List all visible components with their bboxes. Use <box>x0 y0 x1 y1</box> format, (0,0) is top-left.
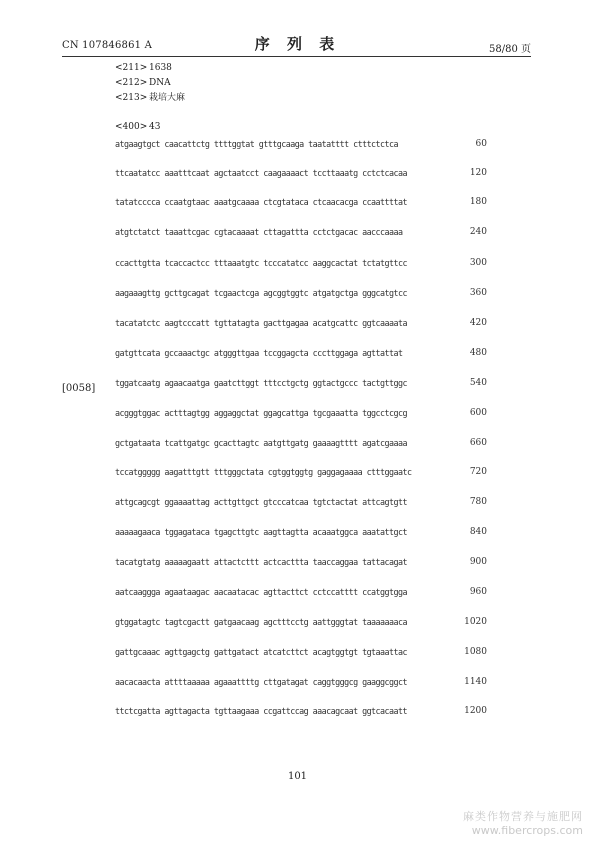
meta-tag: <212> <box>115 78 148 88</box>
meta-line-400 <box>115 120 160 135</box>
sequence-position: 1080 <box>464 647 487 657</box>
sequence-position: 60 <box>475 139 487 149</box>
sequence-line <box>115 647 487 659</box>
sequence-text: ttcaatatcc aaatttcaat agctaatcct caagaaaact tccttaaatg cctctcacaa <box>115 168 407 178</box>
sequence-line <box>115 438 487 450</box>
sequence-line <box>115 258 487 270</box>
document-number: CN 107846861 A <box>62 40 153 51</box>
sequence-position: 180 <box>469 197 487 207</box>
sequence-text: aaaaagaaca tggagataca tgagcttgtc aagttagtta acaaatggca aaatattgct <box>115 527 407 537</box>
sequence-line <box>115 139 487 151</box>
meta-tag: <213> <box>115 93 148 103</box>
sequence-position: 120 <box>469 168 487 178</box>
sequence-position: 420 <box>469 318 487 328</box>
sequence-text: ccacttgtta tcaccactcc tttaaatgtc tcccatatcc aaggcactat tctatgttcc <box>115 258 407 268</box>
sequence-position: 300 <box>469 258 487 268</box>
sequence-text: tacatgtatg aaaaagaatt attactcttt actcacttta taaccaggaa tattacagat <box>115 557 407 567</box>
sequence-text: aatcaaggga agaataagac aacaatacac agttacttct cctccatttt ccatggtgga <box>115 587 407 597</box>
meta-value: 1638 <box>149 63 172 73</box>
sequence-line <box>115 378 487 390</box>
sequence-line <box>115 677 487 689</box>
sequence-line <box>115 467 487 479</box>
sequence-position: 780 <box>469 497 487 507</box>
sequence-line <box>115 168 487 180</box>
sequence-text: attgcagcgt ggaaaattag acttgttgct gtcccatcaa tgtctactat attcagtgtt <box>115 497 407 507</box>
sequence-line <box>115 587 487 599</box>
header-divider <box>62 56 531 57</box>
sequence-position: 480 <box>469 348 487 358</box>
meta-line-212 <box>115 76 171 91</box>
watermark <box>463 808 583 837</box>
sequence-line <box>115 197 487 209</box>
sequence-text: aagaaagttg gcttgcagat tcgaactcga agcggtggtc atgatgctga gggcatgtcc <box>115 288 407 298</box>
sequence-position: 1200 <box>464 706 487 716</box>
sequence-position: 1140 <box>464 677 487 687</box>
sequence-position: 900 <box>469 557 487 567</box>
sequence-position: 840 <box>469 527 487 537</box>
sequence-text: ttctcgatta agttagacta tgttaagaaa ccgattccag aaacagcaat ggtcacaatt <box>115 706 407 716</box>
meta-tag: <211> <box>115 63 148 73</box>
sequence-line <box>115 227 487 239</box>
sequence-text: atgtctatct taaattcgac cgtacaaaat cttagattta cctctgacac aacccaaaa <box>115 227 403 237</box>
sequence-line <box>115 527 487 539</box>
sequence-position: 240 <box>469 227 487 237</box>
sequence-line <box>115 497 487 509</box>
sequence-position: 360 <box>469 288 487 298</box>
page-title: 序 列 表 <box>254 35 341 53</box>
sequence-line <box>115 706 487 718</box>
sequence-position: 1020 <box>464 617 487 627</box>
meta-tag: <400> <box>115 122 148 132</box>
sequence-line <box>115 557 487 569</box>
sequence-text: aacacaacta attttaaaaa agaaattttg cttgatagat caggtgggcg gaaggcggct <box>115 677 407 687</box>
meta-line-213 <box>115 91 185 106</box>
watermark-title: 麻类作物营养与施肥网 <box>463 810 583 823</box>
sequence-text: atgaagtgct caacattctg ttttggtat gtttgcaaga taatatttt ctttctctca <box>115 139 399 149</box>
sequence-text: acgggtggac actttagtgg aggaggctat ggagcattga tgcgaaatta tggcctcgcg <box>115 408 407 418</box>
sequence-line <box>115 617 487 629</box>
sequence-text: tacatatctc aagtcccatt tgttatagta gacttgagaa acatgcattc ggtcaaaata <box>115 318 407 328</box>
sequence-position: 960 <box>469 587 487 597</box>
sequence-text: gctgataata tcattgatgc gcacttagtc aatgttgatg gaaaagtttt agatcgaaaa <box>115 438 407 448</box>
sequence-text: tccatggggg aagatttgtt tttgggctata cgtggtggtg gaggagaaaa ctttggaatc <box>115 467 412 477</box>
sequence-text: gattgcaaac agttgagctg gattgatact atcatcttct acagtggtgt tgtaaattac <box>115 647 407 657</box>
sequence-position: 720 <box>469 467 487 477</box>
sequence-line <box>115 348 487 360</box>
meta-value: DNA <box>149 78 171 88</box>
watermark-url: www.fibercrops.com <box>471 824 583 837</box>
sequence-line <box>115 408 487 420</box>
sequence-text: gtggatagtc tagtcgactt gatgaacaag agctttcctg aattgggtat taaaaaaaca <box>115 617 407 627</box>
sequence-text: tatatcccca ccaatgtaac aaatgcaaaa ctcgtataca ctcaacacga ccaattttat <box>115 197 407 207</box>
sequence-line <box>115 318 487 330</box>
sequence-text: tggatcaatg agaacaatga gaatcttggt tttcctgctg ggtactgccc tactgttggc <box>115 378 407 388</box>
meta-line-211 <box>115 61 172 76</box>
page-number: 101 <box>287 771 308 782</box>
page-reference: 58/80 页 <box>489 44 531 55</box>
sequence-position: 600 <box>469 408 487 418</box>
sequence-position: 540 <box>469 378 487 388</box>
sequence-text: gatgttcata gccaaactgc atgggttgaa tccggagcta cccttggaga agttattat <box>115 348 403 358</box>
sequence-line <box>115 288 487 300</box>
meta-value: 43 <box>149 122 161 132</box>
sequence-position: 660 <box>469 438 487 448</box>
paragraph-number: [0058] <box>62 383 96 394</box>
meta-value: 栽培大麻 <box>149 93 186 103</box>
